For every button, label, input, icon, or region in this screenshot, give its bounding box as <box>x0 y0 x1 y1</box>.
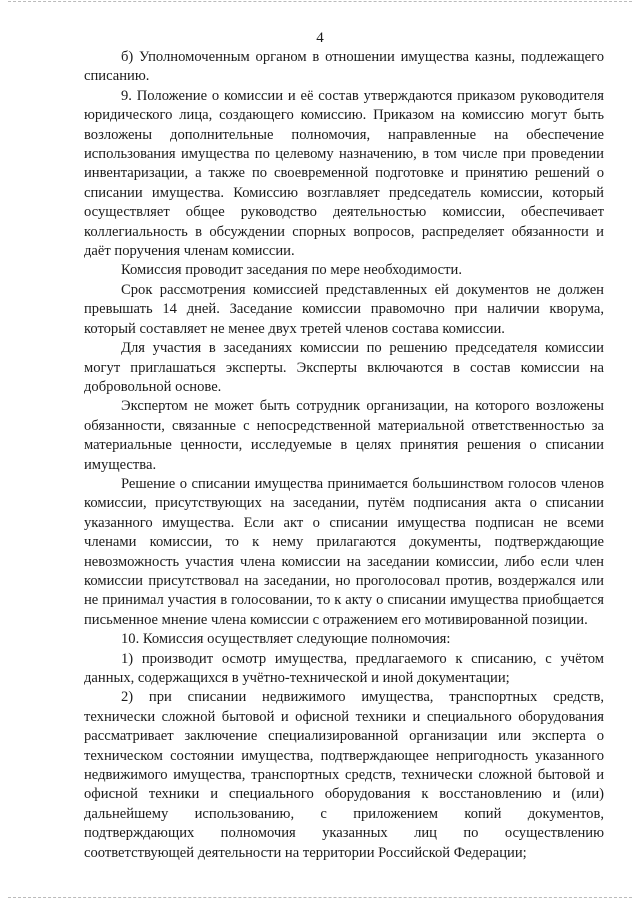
paragraph-10: 10. Комиссия осуществляет следующие полномочия: <box>121 631 451 648</box>
document-body <box>84 48 604 863</box>
paragraph-6b: б) Уполномоченным органом в отношении имущества казны, подлежащего списанию. <box>84 49 604 85</box>
paragraph-9: 9. Положение о комиссии и её состав утверждаются приказом руководителя юридического лица, создающего комиссию. Приказом на комиссию могут быть возложены дополнительные полномочия, направленные на обеспечение использования имущества по целевому назначению, в том числе при проведении инвентаризации, а также по своевременной подготовке и принятию решений о списании имущества. Комиссию возглавляет председатель комиссии, который осуществляет общее руководство деятельностью комиссии, обеспечивает коллегиальность в обсуждении спорных вопросов, распределяет обязанности и даёт поручения членам комиссии. <box>84 87 604 260</box>
page-number: 4 <box>316 30 324 46</box>
paragraph-experts: Для участия в заседаниях комиссии по решению председателя комиссии могут приглашаться эксперты. Эксперты включаются в состав комиссии на добровольной основе. <box>84 340 604 395</box>
scan-edge-top <box>8 1 632 4</box>
paragraph-term: Срок рассмотрения комиссией представленных ей документов не должен превышать 14 дней. Заседание комиссии правомочно при наличии кворума, который составляет не менее двух третей членов состава комиссии. <box>84 281 604 337</box>
paragraph-10-2: 2) при списании недвижимого имущества, транспортных средств, технически сложной бытовой и офисной техники и специального оборудования рассматривает заключение специализированной организации или эксперта о техническом состоянии имущества, подтверждающее непригодность указанного недвижимого имущества, транспортных средств, технически сложной бытовой и офисной техники и специального оборудования к восстановлению и (или) дальнейшему использованию, с приложением копий документов, подтверждающих полномочия указанных лиц по осуществлению соответствующей деятельности на территории Российской Федерации; <box>84 689 604 861</box>
scan-edge-bottom <box>8 897 632 900</box>
paragraph-meetings: Комиссия проводит заседания по мере необходимости. <box>121 262 462 279</box>
paragraph-expert-restriction: Экспертом не может быть сотрудник организации, на которого возложены обязанности, связанные с непосредственной материальной ответственностью за материальные ценности, исследуемые в целях принятия решения о списании имущества. <box>84 398 604 473</box>
paragraph-10-1: 1) производит осмотр имущества, предлагаемого к списанию, с учётом данных, содержащихся в учётно-технической и иной документации; <box>84 650 604 686</box>
paragraph-decision: Решение о списании имущества принимается большинством голосов членов комиссии, присутствующих на заседании, путём подписания акта о списании указанного имущества. Если акт о списании имущества подписан не всеми членами комиссии, то к нему прилагаются документы, подтверждающие невозможность участия члена комиссии на заседании комиссии, либо если член комиссии присутствовал на заседании, но проголосовал против, воздержался или не принимал участия в голосовании, то к акту о списании имущества приобщается письменное мнение члена комиссии с отражением его мотивированной позиции. <box>84 475 604 628</box>
